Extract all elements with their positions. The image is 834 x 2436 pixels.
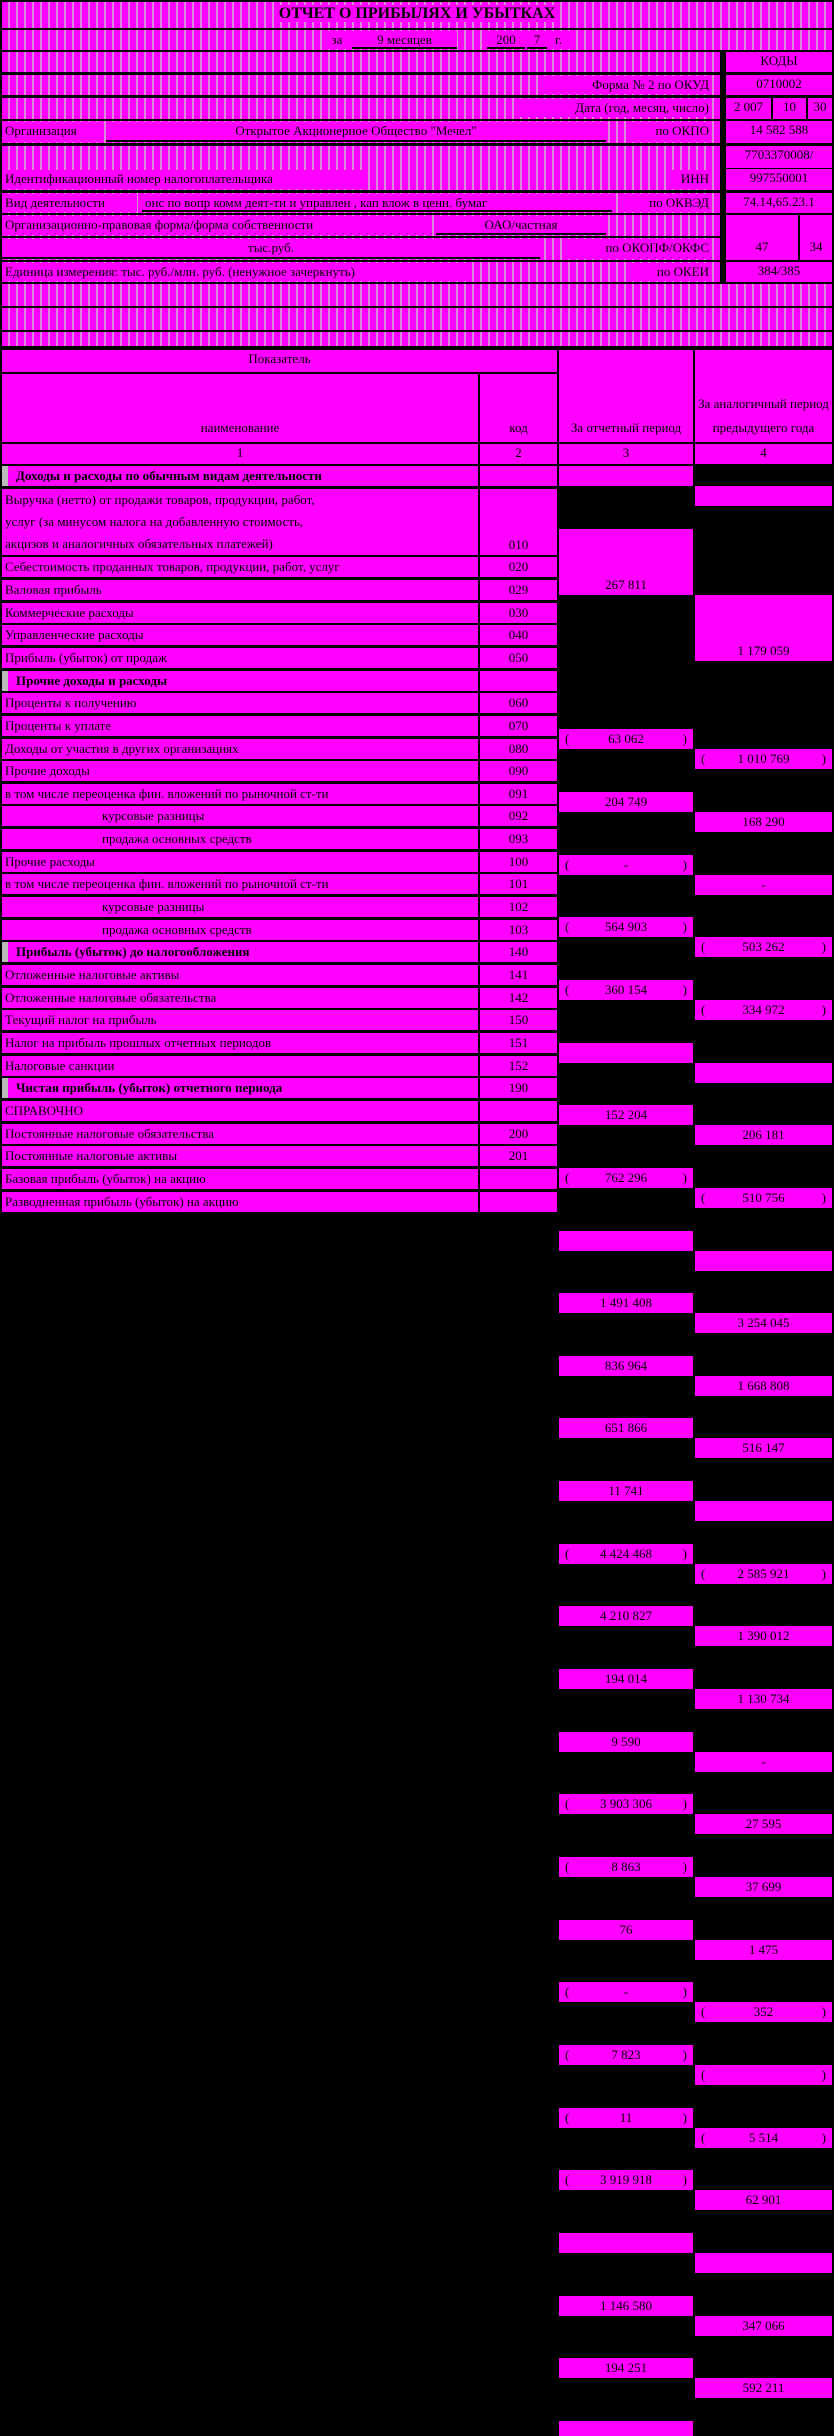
legal-form-label: Организационно-правовая форма/форма собственности [2, 216, 430, 235]
row-name [2, 625, 478, 645]
row-code [480, 1101, 557, 1121]
unit-label: Единица измерения: тыс. руб./млн. руб. (ненужное зачеркнуть) [2, 263, 472, 281]
row-name [2, 1010, 478, 1030]
row-name [2, 920, 478, 940]
row-current-value [559, 2233, 693, 2253]
row-name-text: Прочие расходы [5, 853, 95, 869]
row-previous-value [695, 1063, 832, 1083]
activity-label: Вид деятельности [2, 194, 137, 212]
org-label: Организация [2, 122, 102, 142]
row-previous-value: 1 475 [695, 1940, 832, 1960]
form-label: Форма № 2 по ОКУД [540, 76, 712, 94]
org-name: Открытое Акционерное Общество "Мечел" [106, 122, 606, 142]
row-current-value: ( 360 154 ) [559, 980, 693, 1000]
spacer-row-2 [2, 308, 832, 330]
row-code: 020 [480, 557, 557, 577]
row-previous-value: ( 503 262 ) [695, 937, 832, 957]
row-current-value [559, 2421, 693, 2436]
col-num-3: 3 [559, 444, 693, 464]
row-previous-value: ( 2 585 921 ) [695, 1564, 832, 1584]
row-name-text: Валовая прибыль [5, 581, 102, 597]
report-title: ОТЧЕТ О ПРИБЫЛЯХ И УБЫТКАХ [2, 2, 832, 28]
row-name-text: Коммерческие расходы [5, 604, 134, 620]
row-name-text: продажа основных средств [102, 921, 252, 937]
row-current-value: 836 964 [559, 1356, 693, 1376]
row-current-value: ( 564 903 ) [559, 917, 693, 937]
col-num-2: 2 [480, 444, 557, 464]
row-code: 142 [480, 988, 557, 1008]
row-current-value: 1 491 408 [559, 1293, 693, 1313]
row-previous-value: 1 668 808 [695, 1376, 832, 1396]
row-name [2, 761, 478, 781]
row-code: 201 [480, 1146, 557, 1166]
row-name-text: Управленческие расходы [5, 627, 144, 643]
okved-label: по ОКВЭД [620, 194, 712, 212]
row-name-text: Налоговые санкции [5, 1057, 115, 1073]
period-suffix: г. [552, 31, 572, 49]
row-name [2, 897, 478, 917]
row-name [2, 1169, 478, 1189]
row-name-line: услуг (за минусом налога на добавленную стоимость, [5, 513, 304, 529]
row-current-value [559, 1043, 693, 1063]
row-previous-value: 27 595 [695, 1814, 832, 1834]
row-code: 150 [480, 1010, 557, 1030]
row-name [2, 739, 478, 759]
date-year: 2 007 [726, 98, 771, 119]
row-previous-value: ( 510 756 ) [695, 1188, 832, 1208]
codes-label: КОДЫ [726, 52, 832, 72]
row-code: 103 [480, 920, 557, 940]
row-name-line: Выручка (нетто) от продажи товаров, продукции, работ, [5, 491, 315, 507]
row-code: 030 [480, 603, 557, 623]
row-current-value: ( 4 424 468 ) [559, 1544, 693, 1564]
row-code: 140 [480, 942, 557, 962]
row-current-value: ( 8 863 ) [559, 1857, 693, 1877]
row-code: 092 [480, 806, 557, 826]
row-previous-value: - [695, 875, 832, 895]
spacer-row-1 [2, 284, 832, 306]
row-current-value: ( 3 919 918 ) [559, 2170, 693, 2190]
row-code [480, 671, 557, 691]
row-current-value: ( 3 903 306 ) [559, 1794, 693, 1814]
row-code: 080 [480, 739, 557, 759]
row-name-text: Постоянные налоговые активы [5, 1148, 178, 1164]
row-code [480, 1169, 557, 1189]
row-name-text: Разводненная прибыль (убыток) на акцию [5, 1193, 239, 1209]
row-previous-value: ( 5 514 ) [695, 2128, 832, 2148]
spacer-row-3 [2, 332, 832, 346]
col-previous-header: За аналогичный период предыдущего года [695, 350, 832, 442]
row-previous-value [695, 486, 832, 506]
row-code: 060 [480, 693, 557, 713]
period-year-a: 200 [487, 31, 525, 49]
row-name-text: Проценты к уплате [5, 717, 112, 733]
row-previous-value: ( 352 ) [695, 2002, 832, 2022]
col-name-header: наименование [2, 374, 478, 442]
okopf-label: по ОКОПФ/ОКФС [566, 239, 712, 259]
row-current-value: ( 762 296 ) [559, 1168, 693, 1188]
row-current-value: 267 811 [559, 529, 693, 595]
row-name [2, 716, 478, 736]
inn-value-2: 997550001 [726, 169, 832, 190]
col-num-4: 4 [695, 444, 832, 464]
row-current-value: ( 63 062 ) [559, 729, 693, 749]
row-name-text: Отложенные налоговые активы [5, 967, 180, 982]
row-previous-value: 62 901 [695, 2190, 832, 2210]
okpo-code: 14 582 588 [726, 121, 832, 143]
legal-form-value: ОАО/частная [436, 216, 606, 235]
blank-row [2, 52, 720, 72]
row-code: 050 [480, 648, 557, 668]
row-name-text: Прибыль (убыток) от продаж [5, 649, 167, 665]
row-name-text: курсовые разницы [102, 808, 205, 824]
row-name [2, 852, 478, 872]
row-code: 093 [480, 829, 557, 849]
row-previous-value [695, 2253, 832, 2273]
row-previous-value: 516 147 [695, 1438, 832, 1458]
row-code: 090 [480, 761, 557, 781]
row-current-value: 651 866 [559, 1418, 693, 1438]
row-previous-value [695, 1251, 832, 1271]
row-name [2, 806, 478, 826]
row-previous-value: 1 179 059 [695, 595, 832, 661]
row-current-value: 194 014 [559, 1669, 693, 1689]
date-label: Дата (год, месяц, число) [520, 99, 712, 117]
col-num-1: 1 [2, 444, 478, 464]
okfs-code: 34 [800, 215, 832, 260]
row-name [2, 603, 478, 623]
okved-code: 74.14,65.23.1 [726, 193, 832, 213]
inn-label: Идентификационный номер налогоплательщика [2, 170, 366, 189]
row-code: 101 [480, 874, 557, 894]
row-code: 070 [480, 716, 557, 736]
row-previous-value: 37 699 [695, 1877, 832, 1897]
unit-value: тыс.руб. [2, 239, 540, 259]
row-name [2, 489, 478, 555]
row-name-text: в том числе переоценка фин. вложений по рыночной ст-ти [5, 876, 329, 892]
row-current-value: 76 [559, 1920, 693, 1940]
row-name-text: Постоянные налоговые обязательства [5, 1125, 215, 1141]
row-code [480, 1192, 557, 1212]
row-previous-value [695, 2065, 832, 2085]
row-name-text: Чистая прибыль (убыток) отчетного периода [16, 1080, 283, 1096]
row-name [2, 1124, 478, 1144]
row-name-text: курсовые разницы [102, 899, 205, 915]
row-name-text: Проценты к получению [5, 695, 137, 711]
row-current-value: 204 749 [559, 792, 693, 812]
col-indicator-header: Показатель [2, 350, 557, 372]
row-current-value [559, 466, 693, 486]
row-name-text: Доходы от участия в других организациях [5, 740, 239, 756]
okpo-label: по ОКПО [630, 122, 712, 142]
row-name [2, 1101, 478, 1121]
row-name-text: в том числе переоценка фин. вложений по рыночной ст-ти [5, 785, 329, 801]
row-current-value: 194 251 [559, 2358, 693, 2378]
period-prefix: за [325, 31, 349, 49]
row-current-value: ( - ) [559, 855, 693, 875]
row-code: 102 [480, 897, 557, 917]
row-current-value [559, 1231, 693, 1251]
row-current-value: ( 11 ) [559, 2108, 693, 2128]
row-name [2, 965, 478, 985]
period-year-b: 7 [527, 31, 547, 49]
row-name [2, 988, 478, 1008]
inn-code-label: ИНН [672, 170, 712, 189]
row-name-text: Прочие доходы [5, 763, 90, 779]
row-name-text: Доходы и расходы по обычным видам деятельности [16, 468, 322, 483]
row-current-value: 1 146 580 [559, 2296, 693, 2316]
okei-label: по ОКЕИ [632, 263, 712, 281]
activity-value: онс по вопр комм деят-ти и управлен , кап влож в ценн. бумаг [142, 194, 612, 212]
row-previous-value: 1 390 012 [695, 1626, 832, 1646]
row-name [2, 1078, 478, 1098]
row-code: 190 [480, 1078, 557, 1098]
row-name [2, 1033, 478, 1053]
row-name-text: Прочие доходы и расходы [16, 672, 168, 688]
row-name [2, 1056, 478, 1076]
row-name [2, 648, 478, 668]
row-name-text: Отложенные налоговые обязательства [5, 989, 217, 1005]
row-name [2, 1192, 478, 1212]
row-code: 152 [480, 1056, 557, 1076]
row-code: 200 [480, 1124, 557, 1144]
date-month: 10 [773, 98, 806, 119]
row-name [2, 580, 478, 600]
row-name [2, 784, 478, 804]
row-current-value: 11 741 [559, 1481, 693, 1501]
row-previous-value: 168 290 [695, 812, 832, 832]
row-name [2, 557, 478, 577]
row-current-value: 4 210 827 [559, 1606, 693, 1626]
row-code: 151 [480, 1033, 557, 1053]
okopf-code: 47 [726, 215, 798, 260]
inn-value-1: 7703370008/ [726, 146, 832, 168]
col-current-header: За отчетный период [559, 350, 693, 442]
row-name-text: продажа основных средств [102, 831, 252, 847]
row-name-text: СПРАВОЧНО [5, 1102, 83, 1118]
row-code: 029 [480, 580, 557, 600]
row-code: 040 [480, 625, 557, 645]
row-previous-value: - [695, 1752, 832, 1772]
col-code-header: код [480, 374, 557, 442]
row-previous-value: 1 130 734 [695, 1689, 832, 1709]
row-code: 100 [480, 852, 557, 872]
row-name [2, 466, 478, 486]
row-previous-value: 592 211 [695, 2378, 832, 2398]
row-previous-value: 206 181 [695, 1125, 832, 1145]
row-previous-value: ( 1 010 769 ) [695, 749, 832, 769]
row-current-value: ( 7 823 ) [559, 2045, 693, 2065]
period-months: 9 месяцев [352, 31, 457, 49]
row-previous-value [695, 1501, 832, 1521]
date-day: 30 [808, 98, 832, 119]
row-current-value: 9 590 [559, 1732, 693, 1752]
row-name-text: Базовая прибыль (убыток) на акцию [5, 1170, 206, 1186]
form-code: 0710002 [726, 75, 832, 95]
row-name [2, 829, 478, 849]
row-code [480, 466, 557, 486]
row-previous-value: 3 254 045 [695, 1313, 832, 1333]
row-code: 141 [480, 965, 557, 985]
row-name [2, 1146, 478, 1166]
row-previous-value: ( 334 972 ) [695, 1000, 832, 1020]
row-current-value: 152 204 [559, 1105, 693, 1125]
row-name [2, 942, 478, 962]
row-name-text: Прибыль (убыток) до налогообложения [16, 944, 250, 960]
row-code: 010 [480, 489, 557, 555]
row-name [2, 693, 478, 713]
row-name [2, 874, 478, 894]
row-name-text: Себестоимость проданных товаров, продукции, работ, услуг [5, 559, 340, 575]
row-name-text: Текущий налог на прибыль [5, 1012, 157, 1028]
row-previous-value: 347 066 [695, 2316, 832, 2336]
row-name-text: Налог на прибыль прошлых отчетных периодов [5, 1034, 272, 1050]
row-name-line: акцизов и аналогичных обязательных платежей) [5, 535, 273, 551]
row-code: 091 [480, 784, 557, 804]
row-current-value: ( - ) [559, 1982, 693, 2002]
okei-code: 384/385 [726, 262, 832, 282]
row-name [2, 671, 478, 691]
